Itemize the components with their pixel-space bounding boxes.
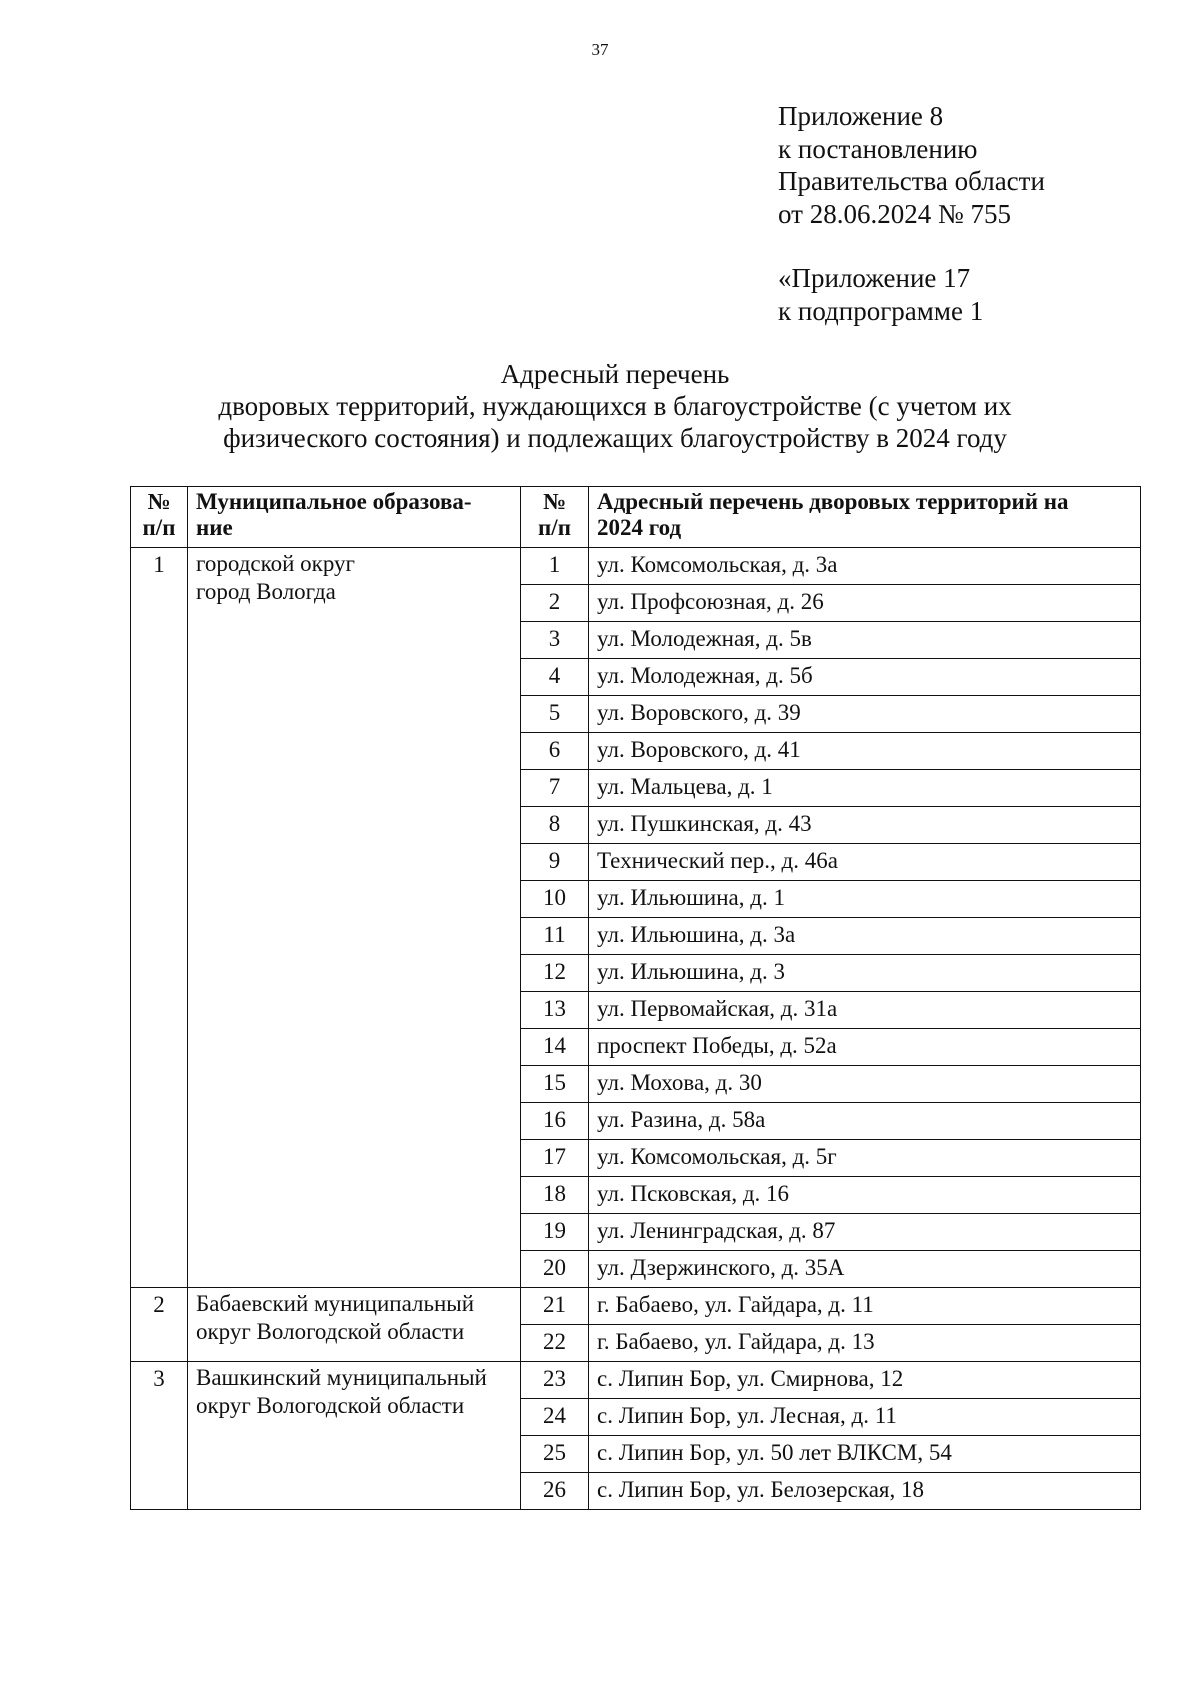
row-number-cell: 16 <box>521 1103 589 1140</box>
address-cell: ул. Пушкинская, д. 43 <box>589 807 1141 844</box>
address-cell: ул. Молодежная, д. 5в <box>589 622 1141 659</box>
row-number-cell: 1 <box>521 548 589 585</box>
row-number-cell: 10 <box>521 881 589 918</box>
address-cell: ул. Профсоюзная, д. 26 <box>589 585 1141 622</box>
address-cell: ул. Ильюшина, д. 3 <box>589 955 1141 992</box>
address-cell: ул. Комсомольская, д. 3а <box>589 548 1141 585</box>
header-municipality-l1: Муниципальное образова- <box>196 489 472 514</box>
table-header-row <box>131 487 1141 548</box>
row-number-cell: 11 <box>521 918 589 955</box>
group-number-cell: 3 <box>131 1362 188 1510</box>
header-municipality-l2: ние <box>196 515 233 540</box>
header-address <box>589 487 1141 548</box>
row-number-cell: 12 <box>521 955 589 992</box>
row-number-cell: 19 <box>521 1214 589 1251</box>
row-number-cell: 13 <box>521 992 589 1029</box>
address-cell: ул. Воровского, д. 39 <box>589 696 1141 733</box>
approval-line-2: к постановлению <box>778 133 978 164</box>
row-number-cell: 8 <box>521 807 589 844</box>
row-number-cell: 20 <box>521 1251 589 1288</box>
address-cell: ул. Псковская, д. 16 <box>589 1177 1141 1214</box>
row-number-cell: 4 <box>521 659 589 696</box>
municipality-name-line-2: округ Вологодской области <box>196 1393 465 1418</box>
title-line-1: Адресный перечень <box>500 359 730 389</box>
row-number-cell: 25 <box>521 1436 589 1473</box>
table-row <box>131 1288 1141 1325</box>
appendix-line-1: «Приложение 17 <box>778 263 971 293</box>
municipality-name-line-2: округ Вологодской области <box>196 1319 465 1344</box>
municipality-cell <box>188 1362 521 1510</box>
row-number-cell: 5 <box>521 696 589 733</box>
row-number-cell: 9 <box>521 844 589 881</box>
document-title <box>0 358 1200 454</box>
approval-line-4: от 28.06.2024 № 755 <box>778 198 1011 229</box>
header-address-l2: 2024 год <box>597 515 682 540</box>
table-row <box>131 548 1141 585</box>
address-registry-table <box>130 486 1141 1510</box>
title-line-2: дворовых территорий, нуждающихся в благоустройстве (с учетом их <box>218 391 1012 421</box>
header-row-number <box>521 487 589 548</box>
address-cell: ул. Ильюшина, д. 1 <box>589 881 1141 918</box>
address-cell: Технический пер., д. 46а <box>589 844 1141 881</box>
address-cell: ул. Ильюшина, д. 3а <box>589 918 1141 955</box>
header-row-number-l1: № <box>542 489 567 514</box>
address-cell: с. Липин Бор, ул. 50 лет ВЛКСМ, 54 <box>589 1436 1141 1473</box>
row-number-cell: 6 <box>521 733 589 770</box>
address-cell: г. Бабаево, ул. Гайдара, д. 11 <box>589 1288 1141 1325</box>
address-cell: ул. Мальцева, д. 1 <box>589 770 1141 807</box>
header-group-number <box>131 487 188 548</box>
approval-block <box>778 100 1045 327</box>
title-line-3: физического состояния) и подлежащих благоустройству в 2024 году <box>223 423 1007 453</box>
row-number-cell: 7 <box>521 770 589 807</box>
address-cell: ул. Мохова, д. 30 <box>589 1066 1141 1103</box>
address-cell: ул. Разина, д. 58а <box>589 1103 1141 1140</box>
row-number-cell: 21 <box>521 1288 589 1325</box>
address-cell: с. Липин Бор, ул. Белозерская, 18 <box>589 1473 1141 1510</box>
row-number-cell: 23 <box>521 1362 589 1399</box>
row-number-cell: 18 <box>521 1177 589 1214</box>
group-number-cell: 1 <box>131 548 188 1288</box>
header-address-l1: Адресный перечень дворовых территорий на <box>597 489 1069 514</box>
header-group-number-l1: № <box>147 489 171 514</box>
header-row-number-l2: п/п <box>538 515 571 540</box>
row-number-cell: 2 <box>521 585 589 622</box>
address-cell: ул. Воровского, д. 41 <box>589 733 1141 770</box>
group-number-cell: 2 <box>131 1288 188 1362</box>
address-cell: ул. Дзержинского, д. 35А <box>589 1251 1141 1288</box>
row-number-cell: 24 <box>521 1399 589 1436</box>
address-cell: проспект Победы, д. 52а <box>589 1029 1141 1066</box>
address-cell: ул. Первомайская, д. 31а <box>589 992 1141 1029</box>
address-cell: ул. Комсомольская, д. 5г <box>589 1140 1141 1177</box>
approval-line-1: Приложение 8 <box>778 101 944 131</box>
municipality-cell <box>188 548 521 1288</box>
address-cell: с. Липин Бор, ул. Лесная, д. 11 <box>589 1399 1141 1436</box>
page-number: 37 <box>591 40 609 59</box>
address-cell: ул. Молодежная, д. 5б <box>589 659 1141 696</box>
address-cell: ул. Ленинградская, д. 87 <box>589 1214 1141 1251</box>
municipality-name-line-2: город Вологда <box>196 579 336 604</box>
row-number-cell: 26 <box>521 1473 589 1510</box>
row-number-cell: 17 <box>521 1140 589 1177</box>
row-number-cell: 14 <box>521 1029 589 1066</box>
row-number-cell: 15 <box>521 1066 589 1103</box>
table-body <box>131 548 1141 1510</box>
municipality-name-line-1: городской округ <box>196 551 355 576</box>
approval-line-3: Правительства области <box>778 166 1045 196</box>
header-municipality <box>188 487 521 548</box>
municipality-cell <box>188 1288 521 1362</box>
row-number-cell: 22 <box>521 1325 589 1362</box>
row-number-cell: 3 <box>521 622 589 659</box>
municipality-name-line-1: Бабаевский муниципальный <box>196 1291 475 1316</box>
appendix-line-2: к подпрограмме 1 <box>778 295 984 326</box>
header-group-number-l2: п/п <box>142 515 176 540</box>
address-cell: с. Липин Бор, ул. Смирнова, 12 <box>589 1362 1141 1399</box>
municipality-name-line-1: Вашкинский муниципальный <box>196 1365 487 1390</box>
table-row <box>131 1362 1141 1399</box>
address-cell: г. Бабаево, ул. Гайдара, д. 13 <box>589 1325 1141 1362</box>
approval-spacer <box>778 230 1045 262</box>
